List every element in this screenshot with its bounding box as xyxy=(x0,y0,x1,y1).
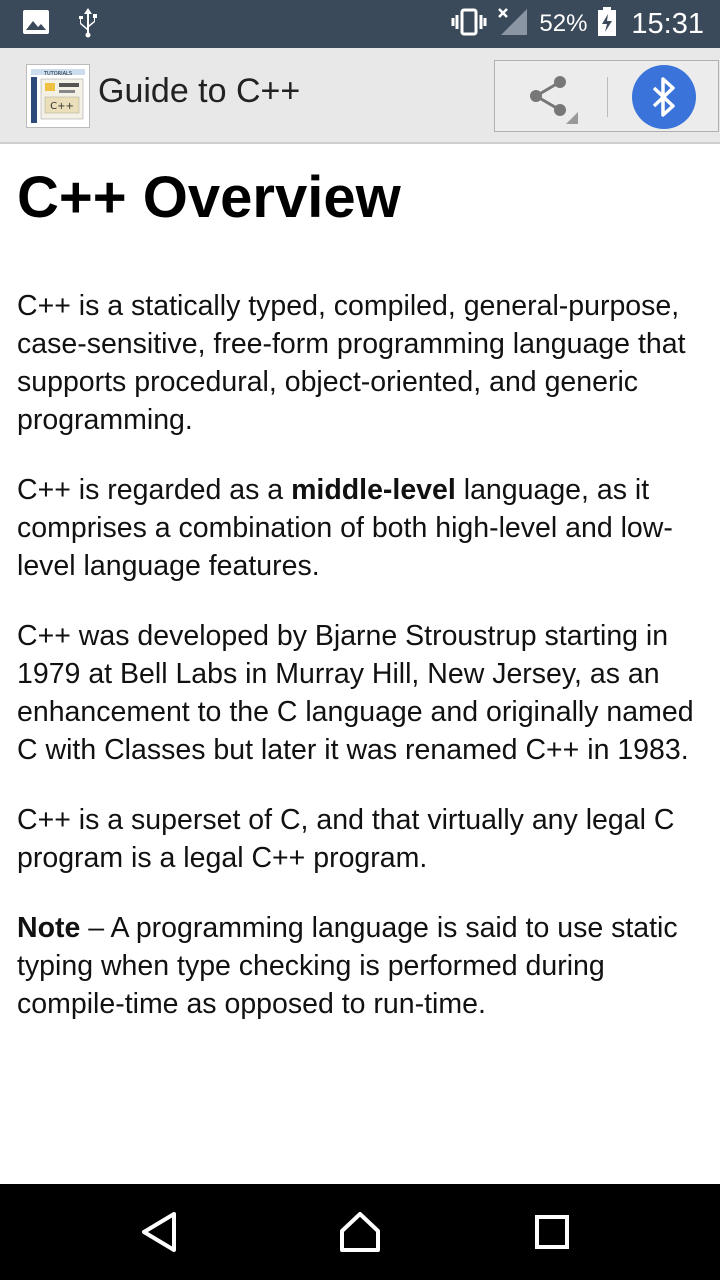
app-logo-text: TUTORIALS xyxy=(43,71,73,77)
clock: 15:31 xyxy=(631,7,704,40)
home-icon xyxy=(338,1211,382,1253)
home-button[interactable] xyxy=(336,1208,384,1256)
back-button[interactable] xyxy=(136,1208,184,1256)
app-bar xyxy=(0,48,720,144)
page-title: C++ Overview xyxy=(17,165,401,230)
paragraph-2 xyxy=(17,471,703,585)
note-text: – A programming language is said to use static typing when type checking is performed during compile-time as opposed to run-time. xyxy=(17,912,678,1020)
recents-button[interactable] xyxy=(528,1208,576,1256)
battery-percent: 52% xyxy=(539,10,588,37)
paragraph-2-bold: middle-level xyxy=(291,474,456,506)
back-icon xyxy=(140,1211,180,1253)
vibrate-icon xyxy=(451,8,487,41)
usb-icon xyxy=(76,6,100,42)
status-bar xyxy=(0,0,720,48)
signal-icon xyxy=(497,7,529,42)
bluetooth-icon xyxy=(649,76,679,118)
paragraph-2-text-a: C++ is regarded as a xyxy=(17,474,292,506)
app-logo xyxy=(26,64,90,128)
app-title: Guide to C++ xyxy=(98,72,301,110)
recents-icon xyxy=(534,1214,570,1250)
paragraph-3: C++ was developed by Bjarne Stroustrup starting in 1979 at Bell Labs in Murray Hill, New Jersey, as an enhancement to the C language and originally named C with Classes but later it was renamed C++ in 1983. xyxy=(17,620,694,766)
svg-text:C++: C++ xyxy=(50,101,74,112)
paragraph-4: C++ is a superset of C, and that virtually any legal C program is a legal C++ program. xyxy=(17,804,675,874)
share-button[interactable] xyxy=(495,61,605,131)
navigation-bar xyxy=(0,1184,720,1280)
share-icon xyxy=(520,68,580,124)
bluetooth-button[interactable] xyxy=(632,65,696,129)
article xyxy=(17,150,703,1023)
action-divider xyxy=(607,77,608,117)
note-paragraph xyxy=(17,909,703,1023)
action-group xyxy=(494,60,719,132)
paragraph-1: C++ is a statically typed, compiled, general-purpose, case-sensitive, free-form programming language that supports procedural, object-oriented, and generic programming. xyxy=(17,290,686,436)
battery-charging-icon xyxy=(597,7,617,42)
note-label: Note xyxy=(17,912,81,944)
paragraph-2-text-b: language, as it comprises a combination of both high-level and low-level language features. xyxy=(17,474,673,582)
image-icon xyxy=(22,9,50,39)
